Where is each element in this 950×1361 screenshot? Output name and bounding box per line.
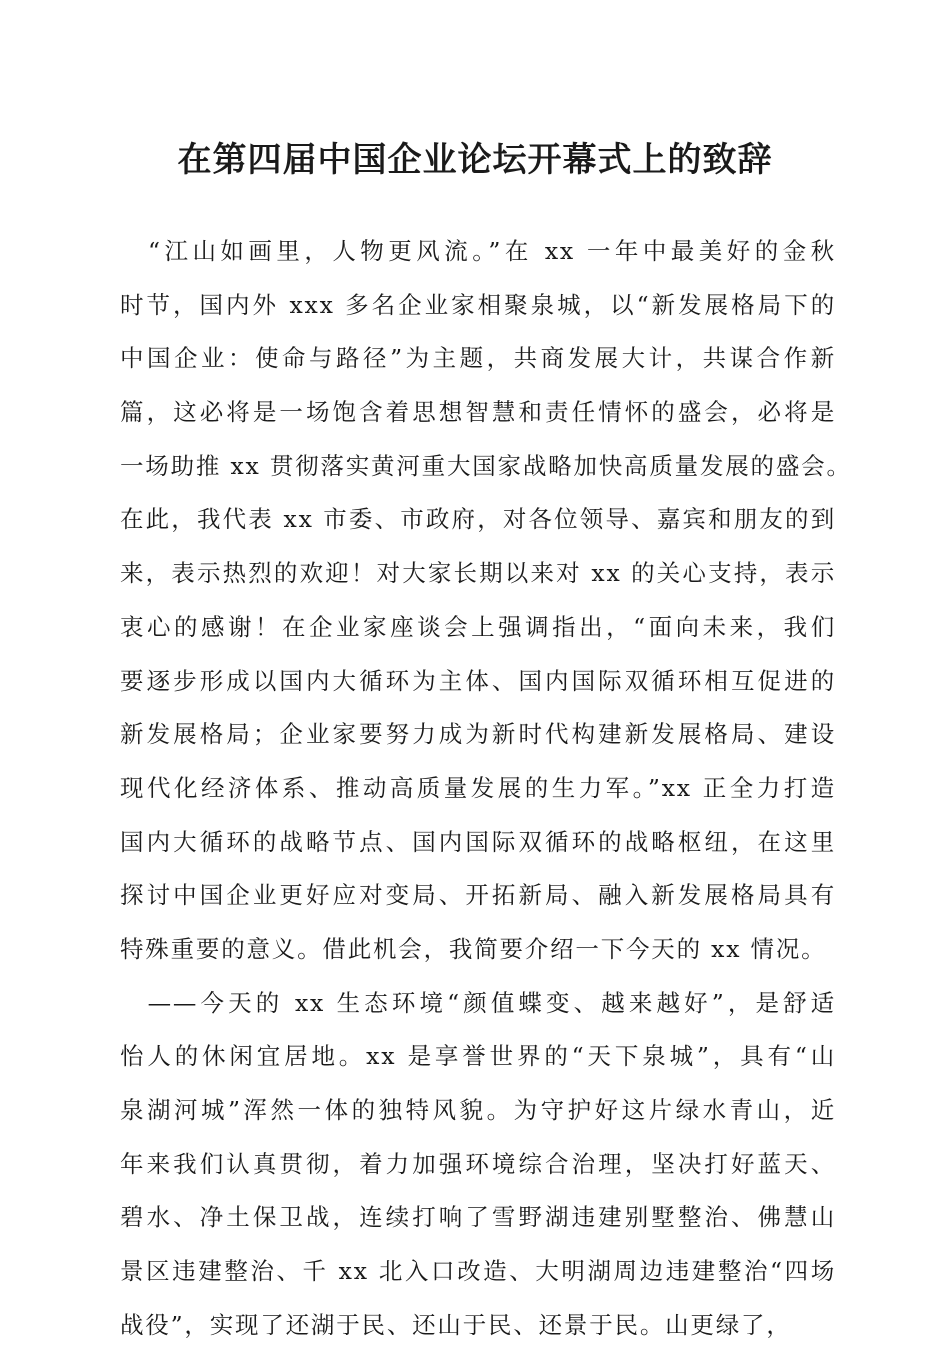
body-line: 时节，国内外 xxx 多名企业家相聚泉城，以“新发展格局下的 [120,290,836,319]
document-body [120,234,852,1361]
document-title: 在第四届中国企业论坛开幕式上的致辞 [177,140,773,180]
body-line: 探讨中国企业更好应对变局、开拓新局、融入新发展格局具有 [120,881,836,910]
body-line: 篇，这必将是一场饱含着思想智慧和责任情怀的盛会，必将是 [120,398,836,427]
body-line: 特殊重要的意义。借此机会，我简要介绍一下今天的 xx 情况。 [120,934,827,963]
body-line: 在此，我代表 xx 市委、市政府，对各位领导、嘉宾和朋友的到 [120,505,836,534]
body-line: 新发展格局；企业家要努力成为新时代构建新发展格局、建设 [120,720,836,749]
body-line: 怡人的休闲宜居地。xx 是享誉世界的“天下泉城”，具有“山 [120,1042,836,1071]
body-line: 衷心的感谢！在企业家座谈会上强调指出，“面向未来，我们 [120,612,836,641]
body-line: 一场助推 xx 贯彻落实黄河重大国家战略加快高质量发展的盛会。 [120,451,852,480]
body-line: “江山如画里，人物更风流。”在 xx 一年中最美好的金秋 [120,237,836,265]
body-line: ——今天的 xx 生态环境“颜值蝶变、越来越好”，是舒适 [120,988,836,1017]
body-line: 战役”，实现了还湖于民、还山于民、还景于民。山更绿了， [120,1310,792,1339]
body-line: 要逐步形成以国内大循环为主体、国内国际双循环相互促进的 [120,666,836,695]
body-line: 碧水、净土保卫战，连续打响了雪野湖违建别墅整治、佛慧山 [120,1203,836,1232]
body-line: 泉湖河城”浑然一体的独特风貌。为守护好这片绿水青山，近 [120,1096,836,1124]
body-line: 中国企业：使命与路径”为主题，共商发展大计，共谋合作新 [120,344,836,373]
body-line: 国内大循环的战略节点、国内国际双循环的战略枢纽，在这里 [120,827,836,856]
body-line: 年来我们认真贯彻，着力加强环境综合治理，坚决打好蓝天、 [120,1149,836,1178]
body-line: 来，表示热烈的欢迎！对大家长期以来对 xx 的关心支持，表示 [120,559,836,588]
body-line: 现代化经济体系、推动高质量发展的生力军。”xx 正全力打造 [120,773,836,802]
body-line: 景区违建整治、千 xx 北入口改造、大明湖周边违建整治“四场 [120,1257,836,1286]
